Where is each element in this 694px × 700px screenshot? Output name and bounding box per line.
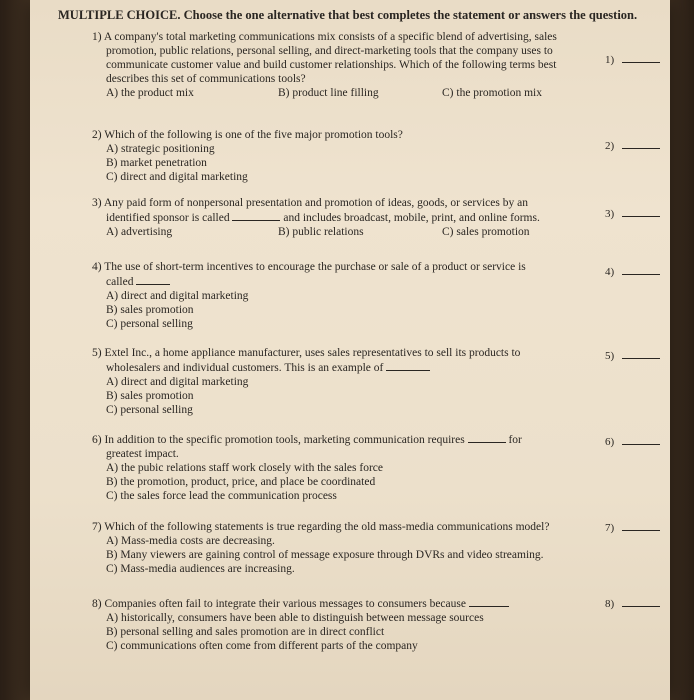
option-b[interactable]: B) sales promotion bbox=[106, 390, 194, 402]
answer-slot-7[interactable] bbox=[605, 522, 660, 534]
option-b[interactable]: B) sales promotion bbox=[106, 304, 194, 316]
fill-blank bbox=[468, 432, 506, 443]
option-c[interactable]: C) personal selling bbox=[106, 404, 193, 416]
answer-number: 8) bbox=[605, 598, 615, 610]
question-text: wholesalers and individual customers. This is an example of bbox=[106, 362, 384, 374]
fill-blank bbox=[469, 596, 509, 607]
answer-number: 1) bbox=[605, 54, 615, 66]
option-b[interactable]: B) market penetration bbox=[106, 157, 207, 169]
option-c[interactable]: C) personal selling bbox=[106, 318, 193, 330]
answer-number: 6) bbox=[605, 436, 615, 448]
question-3 bbox=[92, 196, 592, 239]
question-text: for bbox=[508, 434, 522, 446]
question-text: identified sponsor is called bbox=[106, 212, 230, 224]
question-text: greatest impact. bbox=[106, 448, 179, 460]
option-a[interactable]: A) direct and digital marketing bbox=[106, 290, 249, 302]
option-c[interactable]: C) communications often come from different parts of the company bbox=[106, 640, 418, 652]
exam-sheet bbox=[30, 0, 670, 700]
question-text: called bbox=[106, 276, 134, 288]
answer-number: 4) bbox=[605, 266, 615, 278]
question-text: communicate customer value and build customer relationships. Which of the following terms best bbox=[106, 59, 557, 71]
option-c[interactable]: C) Mass-media audiences are increasing. bbox=[106, 563, 295, 575]
option-a[interactable]: A) strategic positioning bbox=[106, 143, 215, 155]
answer-slot-6[interactable] bbox=[605, 436, 660, 448]
answer-slot-3[interactable] bbox=[605, 208, 660, 220]
option-b[interactable]: B) public relations bbox=[278, 226, 364, 238]
question-2 bbox=[92, 128, 592, 184]
answer-slot-8[interactable] bbox=[605, 598, 660, 610]
question-text: 2) Which of the following is one of the five major promotion tools? bbox=[92, 129, 403, 141]
option-a[interactable]: A) Mass-media costs are decreasing. bbox=[106, 535, 275, 547]
question-text: 7) Which of the following statements is true regarding the old mass-media communications model? bbox=[92, 521, 550, 533]
fill-blank bbox=[136, 274, 170, 285]
answer-slot-5[interactable] bbox=[605, 350, 660, 362]
answer-number: 7) bbox=[605, 522, 615, 534]
question-4 bbox=[92, 260, 592, 331]
option-a[interactable]: A) advertising bbox=[106, 226, 173, 238]
option-b[interactable]: B) the promotion, product, price, and place be coordinated bbox=[106, 476, 376, 488]
answer-number: 2) bbox=[605, 140, 615, 152]
question-text: 5) Extel Inc., a home appliance manufacturer, uses sales representatives to sell its products to bbox=[92, 347, 521, 359]
question-text: 3) Any paid form of nonpersonal presentation and promotion of ideas, goods, or services by an bbox=[92, 197, 528, 209]
question-8 bbox=[92, 596, 592, 653]
option-a[interactable]: A) historically, consumers have been able to distinguish between message sources bbox=[106, 612, 484, 624]
question-text: 4) The use of short-term incentives to encourage the purchase or sale of a product or service is bbox=[92, 261, 526, 273]
fill-blank bbox=[386, 360, 430, 371]
answer-slot-4[interactable] bbox=[605, 266, 660, 278]
option-c[interactable]: C) direct and digital marketing bbox=[106, 171, 248, 183]
question-text: 6) In addition to the specific promotion tools, marketing communication requires bbox=[92, 434, 465, 446]
question-text: 8) Companies often fail to integrate their various messages to consumers because bbox=[92, 598, 466, 610]
option-row bbox=[92, 225, 592, 239]
question-5 bbox=[92, 346, 592, 417]
question-6 bbox=[92, 432, 592, 503]
section-header: MULTIPLE CHOICE. Choose the one alternative that best completes the statement or answers the question. bbox=[58, 8, 638, 22]
option-c[interactable]: C) sales promotion bbox=[442, 226, 530, 238]
question-text: 1) A company's total marketing communications mix consists of a specific blend of advertising, sales bbox=[92, 31, 557, 43]
option-a[interactable]: A) the pubic relations staff work closely with the sales force bbox=[106, 462, 383, 474]
fill-blank bbox=[232, 210, 280, 221]
question-text: describes this set of communications tools? bbox=[106, 73, 306, 85]
question-7 bbox=[92, 520, 592, 576]
option-b[interactable]: B) product line filling bbox=[278, 87, 379, 99]
question-text: and includes broadcast, mobile, print, and online forms. bbox=[283, 212, 540, 224]
option-row bbox=[92, 86, 592, 100]
option-b[interactable]: B) personal selling and sales promotion are in direct conflict bbox=[106, 626, 385, 638]
option-a[interactable]: A) the product mix bbox=[106, 87, 194, 99]
answer-slot-2[interactable] bbox=[605, 140, 660, 152]
option-a[interactable]: A) direct and digital marketing bbox=[106, 376, 249, 388]
question-1 bbox=[92, 30, 592, 100]
answer-slot-1[interactable] bbox=[605, 54, 660, 66]
option-c[interactable]: C) the sales force lead the communication process bbox=[106, 490, 337, 502]
answer-number: 5) bbox=[605, 350, 615, 362]
option-b[interactable]: B) Many viewers are gaining control of message exposure through DVRs and video streaming. bbox=[106, 549, 544, 561]
question-text: promotion, public relations, personal selling, and direct-marketing tools that the company uses to bbox=[106, 45, 553, 57]
option-c[interactable]: C) the promotion mix bbox=[442, 87, 542, 99]
answer-number: 3) bbox=[605, 208, 615, 220]
